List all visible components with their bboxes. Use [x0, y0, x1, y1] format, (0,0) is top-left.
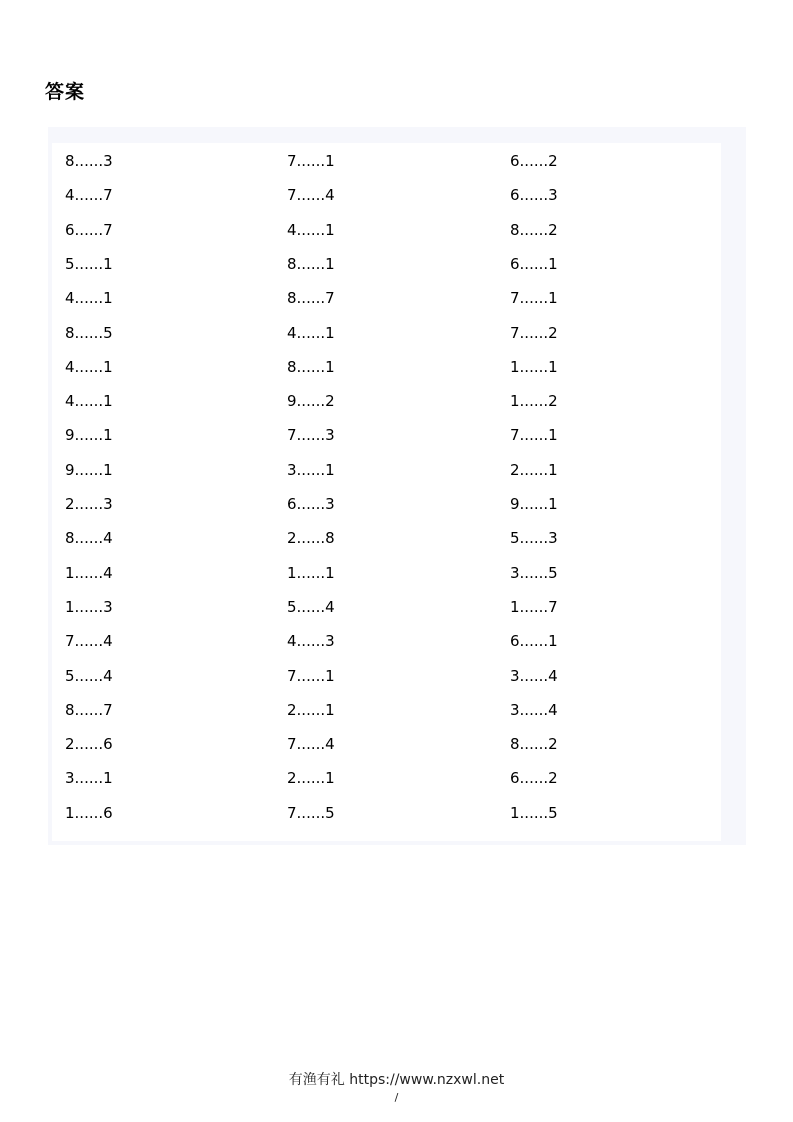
answer-item: 7......2 [510, 323, 558, 342]
answer-item: 8......7 [287, 289, 335, 308]
answer-item: 2......1 [510, 460, 558, 479]
answer-panel [48, 127, 746, 845]
answer-item: 4......7 [65, 186, 113, 205]
answer-item: 7......4 [65, 632, 113, 651]
answer-item: 6......3 [287, 495, 335, 513]
answer-item: 4......1 [65, 289, 113, 308]
answer-item: 8......7 [65, 700, 113, 719]
answer-item: 2......8 [287, 529, 335, 548]
answer-item: 3......1 [287, 460, 335, 479]
answer-item: 1......3 [65, 597, 113, 616]
answer-item: 2......1 [287, 769, 335, 788]
answer-item: 4......1 [65, 392, 113, 411]
answer-item: 8......3 [65, 152, 113, 170]
answer-sheet [52, 143, 721, 841]
answer-item: 7......5 [287, 803, 335, 822]
answer-item: 1......1 [510, 357, 558, 376]
answer-item: 8......1 [287, 357, 335, 376]
answer-item: 1......7 [510, 597, 558, 616]
answer-item: 2......1 [287, 700, 335, 719]
footer-watermark: 有渔有礼 https://www.nzxwl.net [288, 1072, 505, 1088]
answer-item: 3......4 [510, 666, 558, 685]
answer-item: 9......2 [287, 392, 335, 411]
answer-item: 8......5 [65, 323, 113, 342]
answer-item: 9......1 [510, 495, 558, 513]
answer-item: 7......4 [287, 186, 335, 205]
answer-item: 7......3 [287, 426, 335, 445]
answer-item: 4......1 [287, 220, 335, 239]
answer-item: 6......2 [510, 769, 558, 788]
answer-item: 7......1 [287, 666, 335, 685]
answer-item: 8......2 [510, 735, 558, 754]
answer-item: 1......2 [510, 392, 558, 411]
answer-item: 9......1 [65, 426, 113, 445]
answer-item: 3......1 [65, 769, 113, 788]
answer-item: 5......4 [287, 597, 335, 616]
answer-item: 2......6 [65, 735, 113, 754]
answer-item: 4......1 [65, 357, 113, 376]
answer-item: 9......1 [65, 460, 113, 479]
answer-item: 6......3 [510, 186, 558, 205]
answer-item: 3......5 [510, 563, 558, 582]
answer-item: 7......1 [287, 152, 335, 170]
answer-item: 6......7 [65, 220, 113, 239]
answer-item: 6......1 [510, 632, 558, 651]
answer-item: 5......4 [65, 666, 113, 685]
answer-item: 2......3 [65, 495, 113, 513]
answer-item: 8......1 [287, 254, 335, 273]
answer-item: 5......3 [510, 529, 558, 548]
page-title: 答案 [45, 81, 86, 103]
answer-item: 8......4 [65, 529, 113, 548]
answer-item: 3......4 [510, 700, 558, 719]
page-mark: / [394, 1091, 399, 1104]
answer-item: 5......1 [65, 254, 113, 273]
answer-item: 7......4 [287, 735, 335, 754]
answer-item: 1......4 [65, 563, 113, 582]
answer-item: 6......1 [510, 254, 558, 273]
answer-item: 4......3 [287, 632, 335, 651]
answer-item: 6......2 [510, 152, 558, 170]
answer-item: 4......1 [287, 323, 335, 342]
answer-item: 7......1 [510, 426, 558, 445]
answer-item: 1......6 [65, 803, 113, 822]
answer-item: 8......2 [510, 220, 558, 239]
answer-item: 1......1 [287, 563, 335, 582]
answer-item: 7......1 [510, 289, 558, 308]
answer-item: 1......5 [510, 803, 558, 822]
